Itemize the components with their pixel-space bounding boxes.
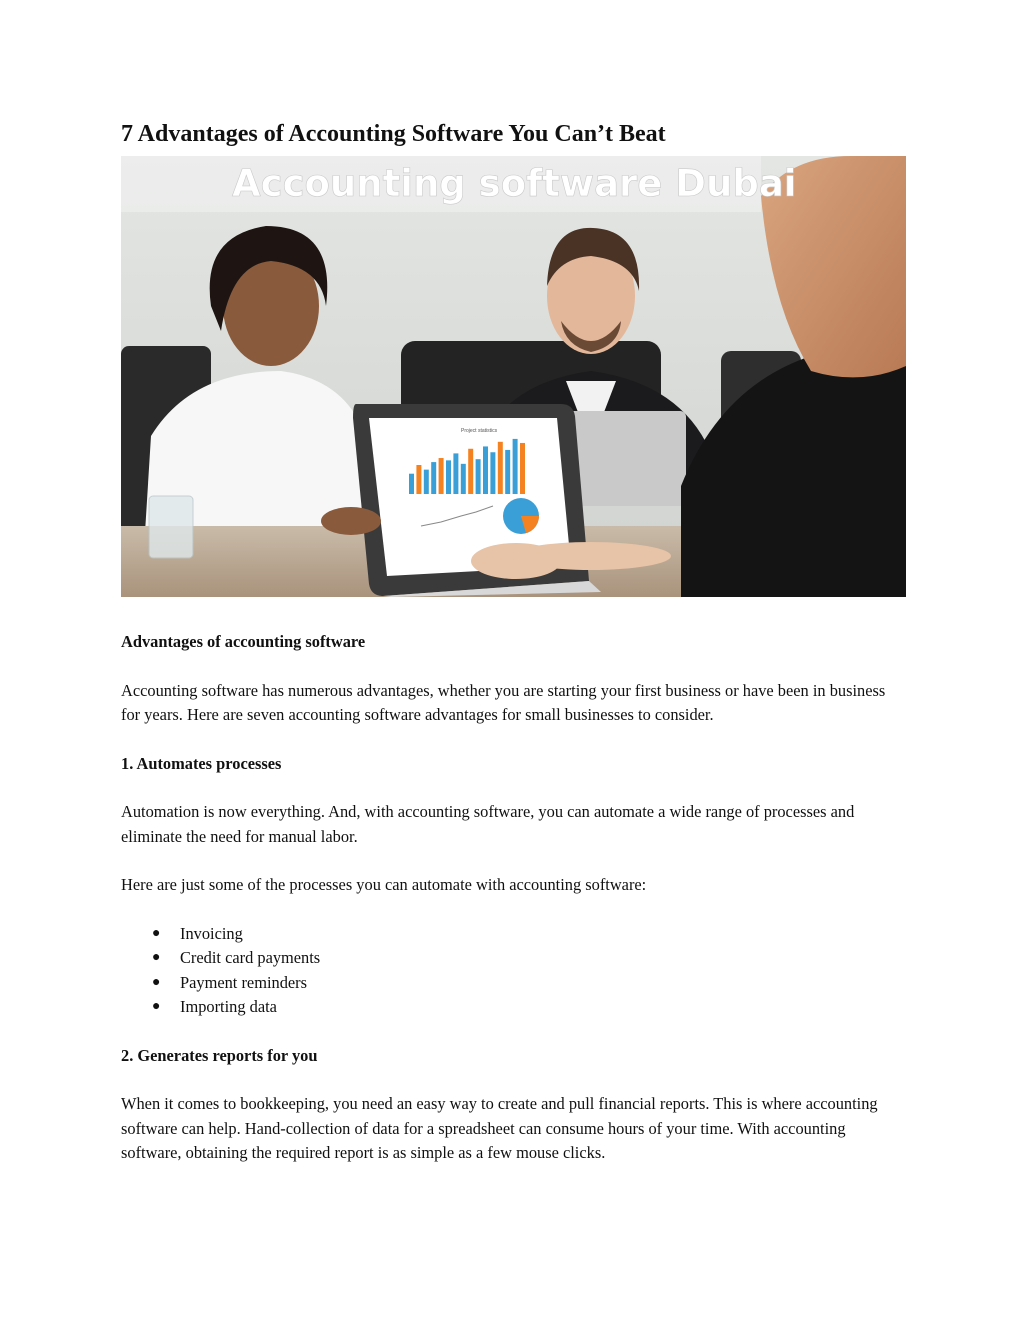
section-heading: Advantages of accounting software: [121, 632, 366, 651]
section-2-paragraph-1: When it comes to bookkeeping, you need an easy way to create and pull financial reports. This is where accounting software can help. Hand-collection of data for a spreadsheet can consume hours of your time. With accounting software, obtaining the required report is as simple as a few mouse clicks.: [121, 1094, 878, 1162]
screen-bar: [446, 460, 451, 494]
water-glass: [149, 496, 193, 558]
bullet-icon: ●: [152, 974, 161, 990]
hero-image: [121, 156, 906, 597]
screen-bar: [520, 443, 525, 494]
bullet-icon: ●: [152, 950, 161, 965]
list-item: ● Payment reminders: [121, 971, 906, 996]
hero-caption: Accounting software Dubai: [232, 162, 797, 205]
screen-bar: [453, 453, 458, 494]
screen-bar: [409, 474, 414, 494]
list-item: ● Importing data: [121, 995, 906, 1020]
screen-bar: [468, 449, 473, 494]
article-body: [121, 630, 906, 1190]
intro-paragraph: Accounting software has numerous advantages, whether you are starting your first business or have been in business for years. Here are seven accounting software advantages for small businesses to consider.: [121, 680, 886, 724]
screen-bar: [490, 452, 495, 494]
automation-list: [121, 922, 906, 1020]
list-item: ● Credit card payments: [121, 946, 906, 971]
section-1-heading: 1. Automates processes: [121, 753, 282, 773]
section-1-paragraph-1: Automation is now everything. And, with accounting software, you can automate a wide range of processes and eliminate the need for manual labor.: [121, 802, 855, 846]
screen-bar: [431, 462, 436, 494]
screen-bar: [476, 459, 481, 494]
screen-bar: [424, 470, 429, 494]
woman-left-hand: [321, 507, 381, 535]
screen-bar: [513, 439, 518, 494]
woman-right-arm: [511, 542, 671, 570]
screen-bar: [461, 464, 466, 494]
screen-title: Project statistics: [461, 428, 498, 434]
screen-bar: [483, 446, 488, 494]
screen-bar: [498, 442, 503, 494]
section-2-heading: 2. Generates reports for you: [121, 1045, 318, 1065]
screen-bar: [416, 465, 421, 494]
hero-illustration: [121, 156, 906, 597]
list-item: ● Invoicing: [121, 922, 906, 947]
bullet-icon: ●: [152, 925, 161, 941]
section-1-paragraph-2: Here are just some of the processes you can automate with accounting software:: [121, 875, 647, 894]
screen-bar: [439, 458, 444, 494]
bullet-icon: ●: [152, 999, 161, 1014]
document-title: 7 Advantages of Accounting Software You Can’t Beat: [121, 121, 666, 147]
screen-bar: [505, 450, 510, 494]
